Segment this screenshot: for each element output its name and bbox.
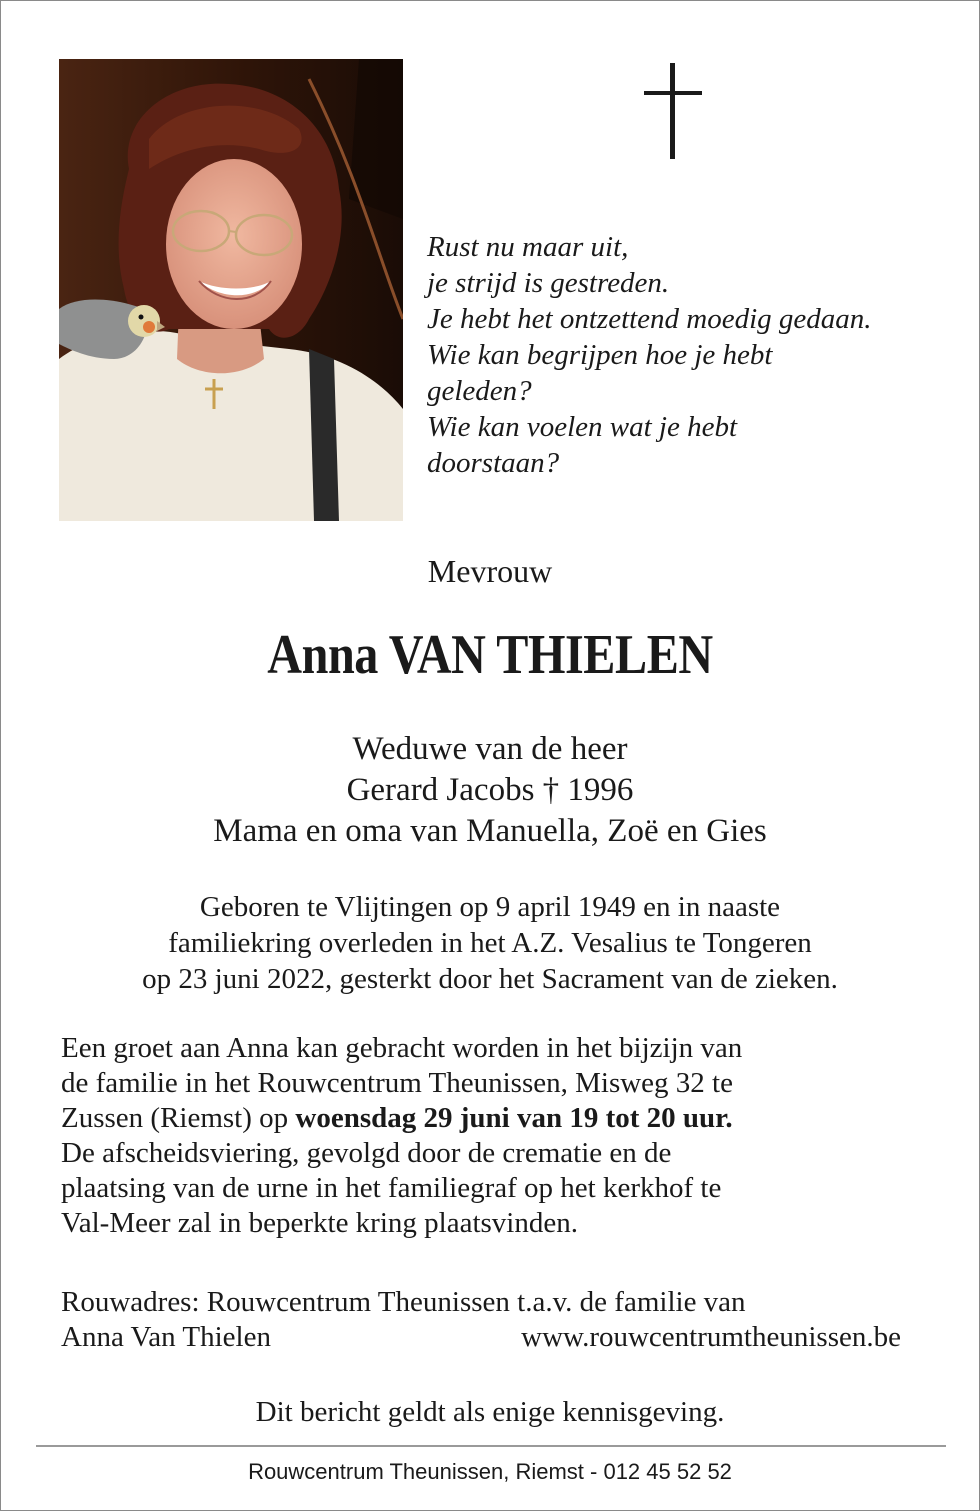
birth-line: Geboren te Vlijtingen op 9 april 1949 en in naaste xyxy=(199,891,781,923)
relation-line: Weduwe van de heer xyxy=(352,731,628,767)
poem-line: Wie kan voelen wat je hebt xyxy=(427,411,738,443)
poem xyxy=(427,229,947,481)
notice-text: Dit bericht geldt als enige kennisgeving. xyxy=(255,1396,725,1428)
portrait-image xyxy=(59,59,403,521)
relation-line: Mama en oma van Manuella, Zoë en Gies xyxy=(213,813,767,849)
visitation-datetime: woensdag 29 juni van 19 tot 20 uur. xyxy=(295,1102,733,1134)
address-name: Anna Van Thielen xyxy=(61,1321,271,1353)
divider xyxy=(36,1445,946,1447)
visitation-info xyxy=(61,1031,941,1241)
poem-line: geleden? xyxy=(427,375,532,407)
address-line: Rouwadres: Rouwcentrum Theunissen t.a.v. de familie van xyxy=(61,1286,746,1318)
visitation-line: Val-Meer zal in beperkte kring plaatsvinden. xyxy=(61,1207,578,1239)
cross-icon xyxy=(644,63,702,159)
footer: Rouwcentrum Theunissen, Riemst - 012 45 52 52 xyxy=(248,1459,732,1484)
relations xyxy=(1,729,979,852)
deceased-name: Anna VAN THIELEN xyxy=(267,624,713,686)
visitation-line: de familie in het Rouwcentrum Theunissen, Misweg 32 te xyxy=(61,1067,733,1099)
deceased-title: Mevrouw xyxy=(427,553,553,589)
poem-line: Rust nu maar uit, xyxy=(427,231,629,263)
poem-line: Wie kan begrijpen hoe je hebt xyxy=(427,339,773,371)
birth-death-info xyxy=(1,889,979,997)
birth-line: op 23 juni 2022, gesterkt door het Sacrament van de zieken. xyxy=(142,963,838,995)
poem-line: je strijd is gestreden. xyxy=(427,267,670,299)
poem-line: doorstaan? xyxy=(427,447,560,479)
mourning-address xyxy=(61,1285,941,1355)
portrait-photo xyxy=(59,59,403,521)
visitation-line xyxy=(61,1101,941,1136)
website-link[interactable]: www.rouwcentrumtheunissen.be xyxy=(521,1321,901,1353)
address-row xyxy=(61,1320,901,1355)
birth-line: familiekring overleden in het A.Z. Vesalius te Tongeren xyxy=(168,927,812,959)
poem-line: Je hebt het ontzettend moedig gedaan. xyxy=(427,303,872,335)
visitation-text: Zussen (Riemst) op xyxy=(61,1102,296,1134)
visitation-line: De afscheidsviering, gevolgd door de crematie en de xyxy=(61,1137,672,1169)
relation-line: Gerard Jacobs † 1996 xyxy=(346,772,634,808)
visitation-line: plaatsing van de urne in het familiegraf op het kerkhof te xyxy=(61,1172,722,1204)
visitation-line: Een groet aan Anna kan gebracht worden in het bijzijn van xyxy=(61,1032,743,1064)
